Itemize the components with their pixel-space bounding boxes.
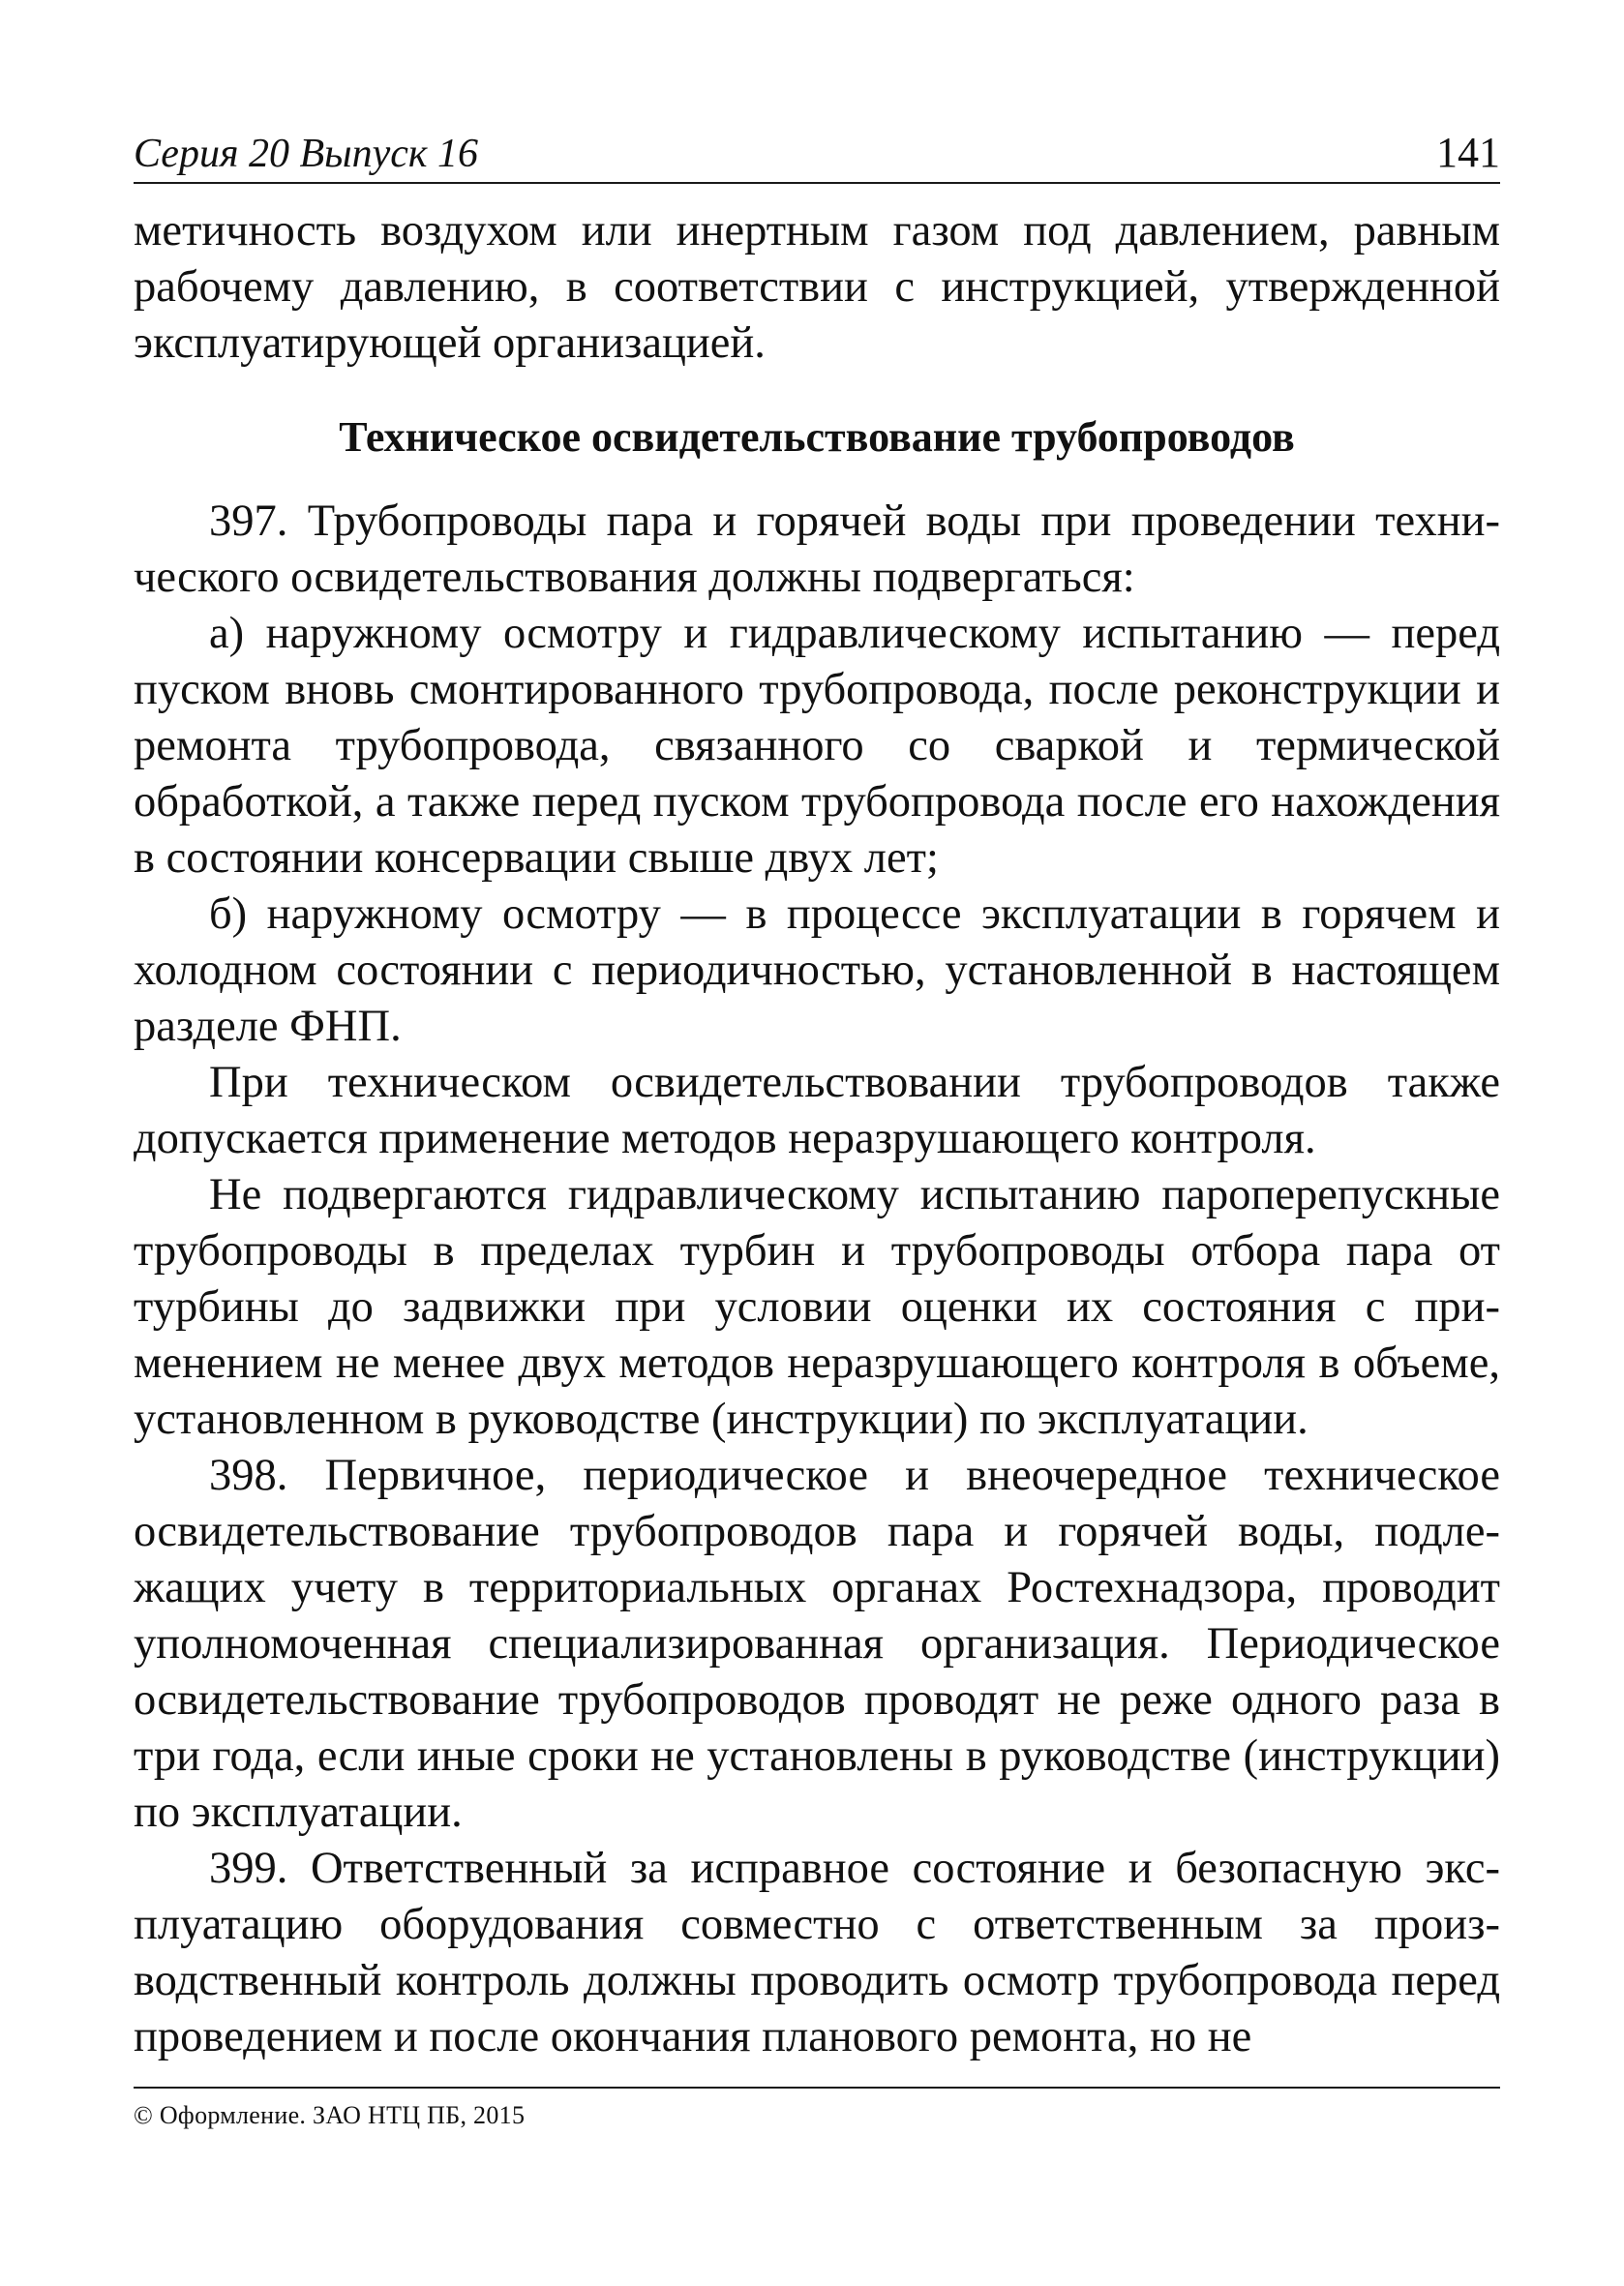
paragraph-397-b: б) наружному осмотру — в процессе эксплуатации в горячем и холодном состоянии с периодичностью, установленной в настоящем разделе ФНП. xyxy=(134,889,1500,1051)
paragraph-397-exceptions: Не подвергаются гидравлическому испытанию пароперепускные трубопроводы в пределах турбин и трубопроводы отбора пара от турбины до задвижки при условии оценки их состояния с применением не менее двух методов неразрушающего контроля в объеме, установленном в руководстве (инструкции) по эксплуатации. xyxy=(134,1170,1500,1444)
intro-paragraph: метичность воздухом или инертным газом под давлением, равным рабочему давлению, в соответствии с инструкцией, утвержденной эксплуатирующей организацией. xyxy=(134,206,1500,368)
paragraph-399: 399. Ответственный за исправное состояние и безопасную эксплуатацию оборудования совместно с ответственным за производственный контроль должны проводить осмотр трубопровода перед проведением и после окончания планового ремонта, но не xyxy=(134,1844,1500,2061)
paragraph-398: 398. Первичное, периодическое и внеочередное техническое освидетельствование трубопроводов пара и горячей воды, подлежащих учету в территориальных органах Ростехнадзора, проводит уполномоченная специализированная организация. Периодическое освидетельствование трубопроводов проводят не реже одного раза в три года, если иные сроки не установлены в руководстве (инструкции) по эксплуатации. xyxy=(134,1451,1500,1837)
section-heading: Техническое освидетельствование трубопроводов xyxy=(339,413,1295,461)
copyright-notice: © Оформление. ЗАО НТЦ ПБ, 2015 xyxy=(134,2101,526,2129)
paragraph-397-a: а) наружному осмотру и гидравлическому испытанию — перед пуском вновь смонтированного трубопровода, после реконструкции и ремонта трубопровода, связанного со сваркой и термической обработкой, а также перед пуском трубопровода после его нахождения в состоянии консервации свыше двух лет; xyxy=(134,609,1500,883)
page-number: 141 xyxy=(1436,129,1500,176)
body-text xyxy=(134,203,1500,2065)
paragraph-397-ndt: При техническом освидетельствовании трубопроводов также допускается применение методов неразрушающего контроля. xyxy=(134,1058,1500,1163)
running-header xyxy=(134,116,1500,184)
page-footer xyxy=(134,2087,1500,2131)
paragraph-397: 397. Трубопроводы пара и горячей воды при проведении технического освидетельствования должны подвергаться: xyxy=(134,496,1500,602)
series-title: Серия 20 Выпуск 16 xyxy=(134,132,478,176)
